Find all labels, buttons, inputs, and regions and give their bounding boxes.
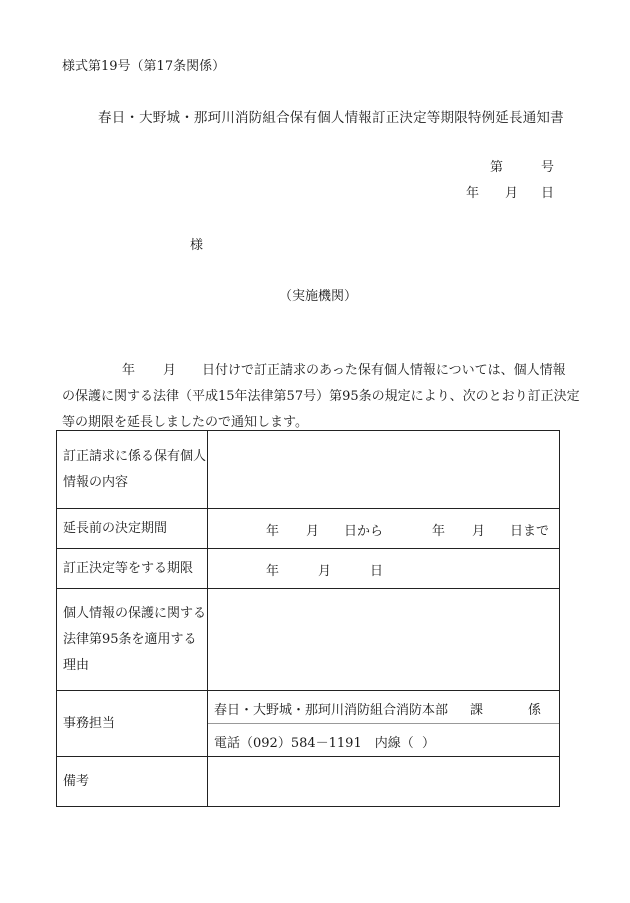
body-line-3: 等の期限を延長しましたので通知します。 <box>62 415 308 430</box>
body-line-1 <box>62 358 572 384</box>
new-deadline-field[interactable]: 年 月 日 <box>208 549 560 589</box>
requested-info-field[interactable] <box>208 431 560 509</box>
contact-office-line: 春日・大野城・那珂川消防組合消防本部 課 係 <box>208 691 559 724</box>
date-day-label: 日 <box>541 186 555 201</box>
table-row <box>57 431 560 509</box>
form-identifier: 様式第19号（第17条関係） <box>62 59 226 74</box>
table-row <box>57 509 560 549</box>
notice-table <box>56 430 560 807</box>
date-year-label: 年 <box>466 186 480 201</box>
doc-number-prefix: 第 <box>490 160 504 175</box>
document-title: 春日・大野城・那珂川消防組合保有個人情報訂正決定等期限特例延長通知書 <box>98 110 564 126</box>
body-line-2: の保護に関する法律（平成15年法律第57号）第95条の規定により、次のとおり訂正決定 <box>62 389 580 404</box>
table-row <box>57 691 560 757</box>
row-label-original-period: 延長前の決定期間 <box>57 509 208 549</box>
row-label-remarks: 備考 <box>57 757 208 807</box>
date-month-label: 月 <box>505 186 519 201</box>
row-label-new-deadline: 訂正決定等をする期限 <box>57 549 208 589</box>
table-row <box>57 757 560 807</box>
original-period-field[interactable]: 年 月 日から 年 月 日まで <box>208 509 560 549</box>
row-label-reason: 個人情報の保護に関する 法律第95条を適用する 理由 <box>57 589 208 691</box>
body-year: 年 <box>122 363 136 378</box>
table-row <box>57 589 560 691</box>
row-label-contact: 事務担当 <box>57 691 208 757</box>
body-line-1-text: 日付けで訂正請求のあった保有個人情報については、個人情報 <box>202 363 566 378</box>
reason-field[interactable] <box>208 589 560 691</box>
contact-phone-line: 電話（092）584－1191 内線（ ） <box>214 736 436 751</box>
notice-body <box>62 358 580 436</box>
table-row <box>57 549 560 589</box>
remarks-field[interactable] <box>208 757 560 807</box>
issuing-organization: （実施機関） <box>279 289 358 304</box>
contact-cell <box>208 691 560 757</box>
row-label-requested-info: 訂正請求に係る保有個人 情報の内容 <box>57 431 208 509</box>
doc-number-suffix: 号 <box>541 160 555 175</box>
body-month: 月 <box>163 363 177 378</box>
recipient-honorific: 様 <box>190 238 204 253</box>
